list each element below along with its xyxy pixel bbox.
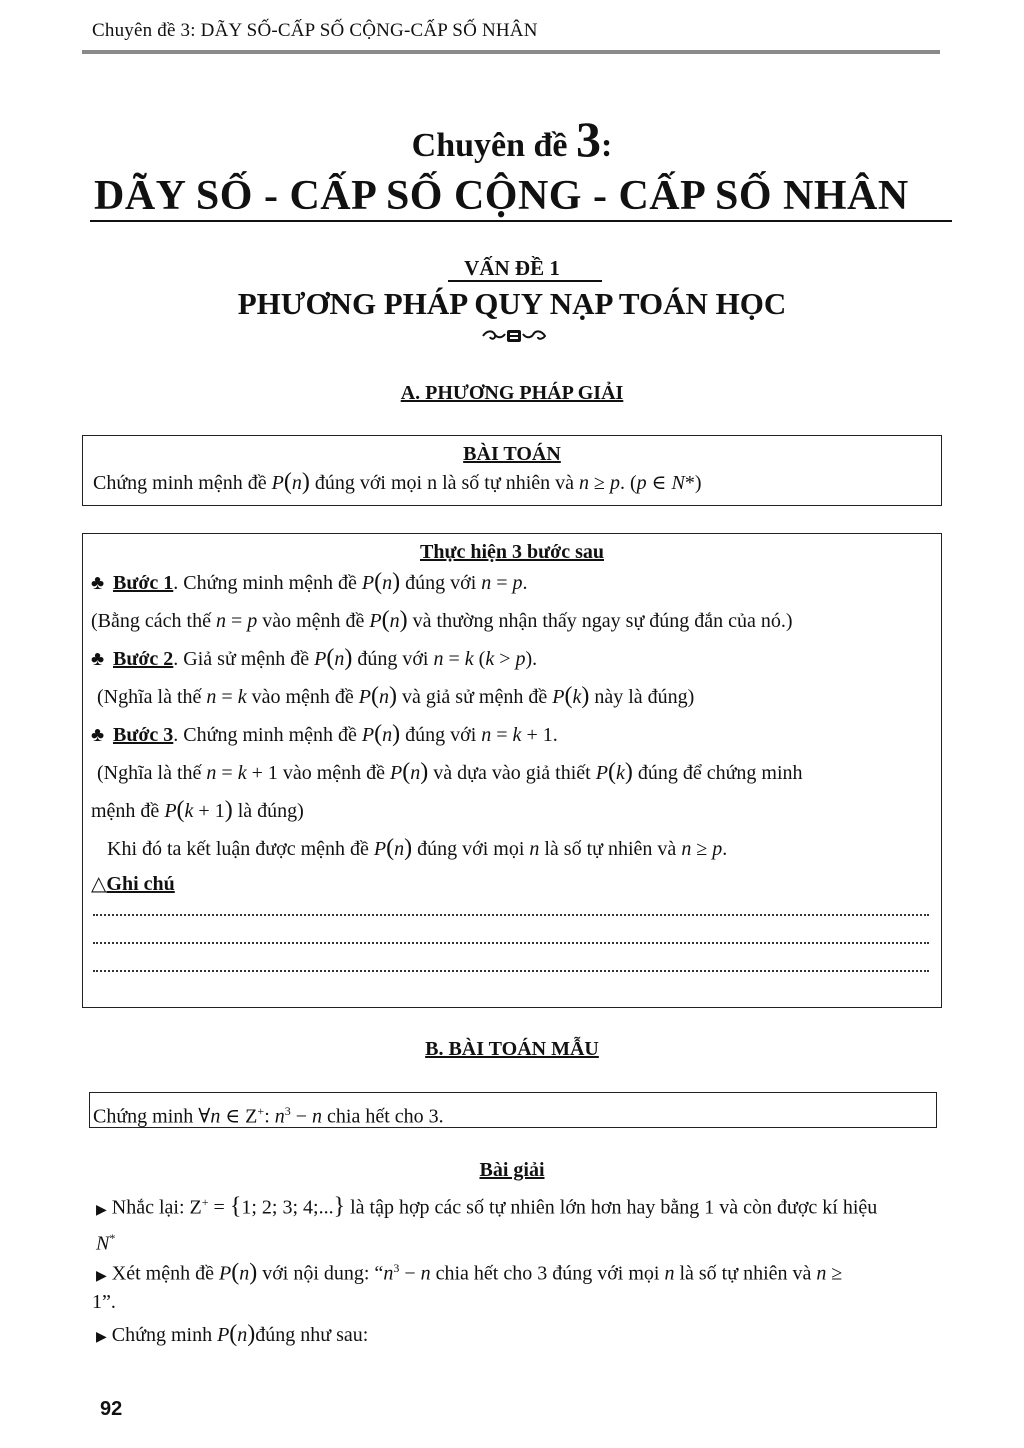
- arrow-bullet-icon: ▶: [96, 1202, 107, 1218]
- chapter-title: DÃY SỐ - CẤP SỐ CỘNG - CẤP SỐ NHÂN: [94, 173, 909, 219]
- step-2-note: (Nghĩa là thế n = k vào mệnh đề P(n) và giả sử mệnh đề P(k) này là đúng): [97, 683, 695, 709]
- ornament-icon: [481, 327, 547, 345]
- solution-line-2: ▶ Xét mệnh đề P(n) với nội dung: “$n^3 - n$ chia hết cho 3 đúng với mọi n là số tự nhiên và n ≥: [96, 1259, 843, 1286]
- step-2: ♣ Bước 2. Giả sử mệnh đề P(n) đúng với n = k (k > p).: [91, 645, 538, 671]
- step-1-note: (Bằng cách thế n = p vào mệnh đề P(n) và thường nhận thấy ngay sự đúng đắn của nó.): [91, 607, 793, 633]
- chapter-prefix: Chuyên đề: [411, 127, 577, 164]
- solution-line-1-cont: N*: [96, 1231, 116, 1255]
- note-line: [93, 942, 929, 944]
- spade-bullet-icon: ♣: [91, 724, 105, 746]
- section-a-heading: A. PHƯƠNG PHÁP GIẢI: [400, 382, 624, 404]
- chapter-heading: [0, 110, 1024, 168]
- problem-statement: Chứng minh mệnh đề P(n) đúng với mọi n là số tự nhiên và n ≥ p. (p ∈ N*): [93, 469, 702, 495]
- solution-title: Bài giải: [479, 1159, 545, 1181]
- steps-box: [82, 533, 942, 1008]
- step-3: ♣ Bước 3. Chứng minh mệnh đề P(n) đúng với n = k + 1.: [91, 721, 558, 747]
- step-3-note: (Nghĩa là thế n = k + 1 vào mệnh đề P(n) và dựa vào giả thiết P(k) đúng để chứng minh: [97, 759, 803, 785]
- note-line: [93, 970, 929, 972]
- conclusion: Khi đó ta kết luận được mệnh đề P(n) đúng với mọi n là số tự nhiên và n ≥ p.: [107, 835, 728, 861]
- page-number: 92: [100, 1398, 123, 1420]
- note-line: [93, 914, 929, 916]
- section-b-heading: B. BÀI TOÁN MẪU: [425, 1038, 599, 1060]
- problem-box-title: BÀI TOÁN: [463, 443, 561, 465]
- chapter-number: 3: [576, 111, 602, 167]
- chapter-title-rule: [90, 220, 952, 222]
- steps-box-title: Thực hiện 3 bước sau: [419, 541, 604, 563]
- example-statement: Chứng minh ∀n ∈ Z+: $n^3 - n$ chia hết cho 3.: [93, 1104, 444, 1128]
- note-heading: △Ghi chú: [91, 873, 175, 895]
- issue-label: VẤN ĐỀ 1: [464, 256, 560, 280]
- issue-title: PHƯƠNG PHÁP QUY NẠP TOÁN HỌC: [237, 286, 787, 321]
- problem-box: [82, 435, 942, 506]
- spade-bullet-icon: ♣: [91, 648, 105, 670]
- triangle-icon: △: [91, 873, 107, 895]
- running-header: Chuyên đề 3: DÃY SỐ-CẤP SỐ CỘNG-CẤP SỐ NHÂN: [92, 20, 538, 41]
- solution-line-2-cont: 1”.: [92, 1291, 116, 1313]
- arrow-bullet-icon: ▶: [96, 1330, 107, 1345]
- chapter-suffix: :: [601, 127, 613, 164]
- spade-bullet-icon: ♣: [91, 572, 105, 594]
- issue-label-rule: [448, 280, 602, 282]
- solution-line-3: ▶ Chứng minh P(n)đúng như sau:: [96, 1321, 369, 1347]
- solution-line-1: ▶ Nhắc lại: Z+ = {1; 2; 3; 4;...} là tập hợp các số tự nhiên lớn hơn hay bằng 1 và còn được kí hiệu: [96, 1193, 878, 1220]
- arrow-bullet-icon: ▶: [96, 1268, 107, 1284]
- step-1: ♣ Bước 1. Chứng minh mệnh đề P(n) đúng với n = p.: [91, 569, 528, 595]
- step-3-note-cont: mệnh đề P(k + 1) là đúng): [91, 797, 304, 823]
- example-box: [89, 1092, 937, 1128]
- header-rule: [82, 50, 940, 54]
